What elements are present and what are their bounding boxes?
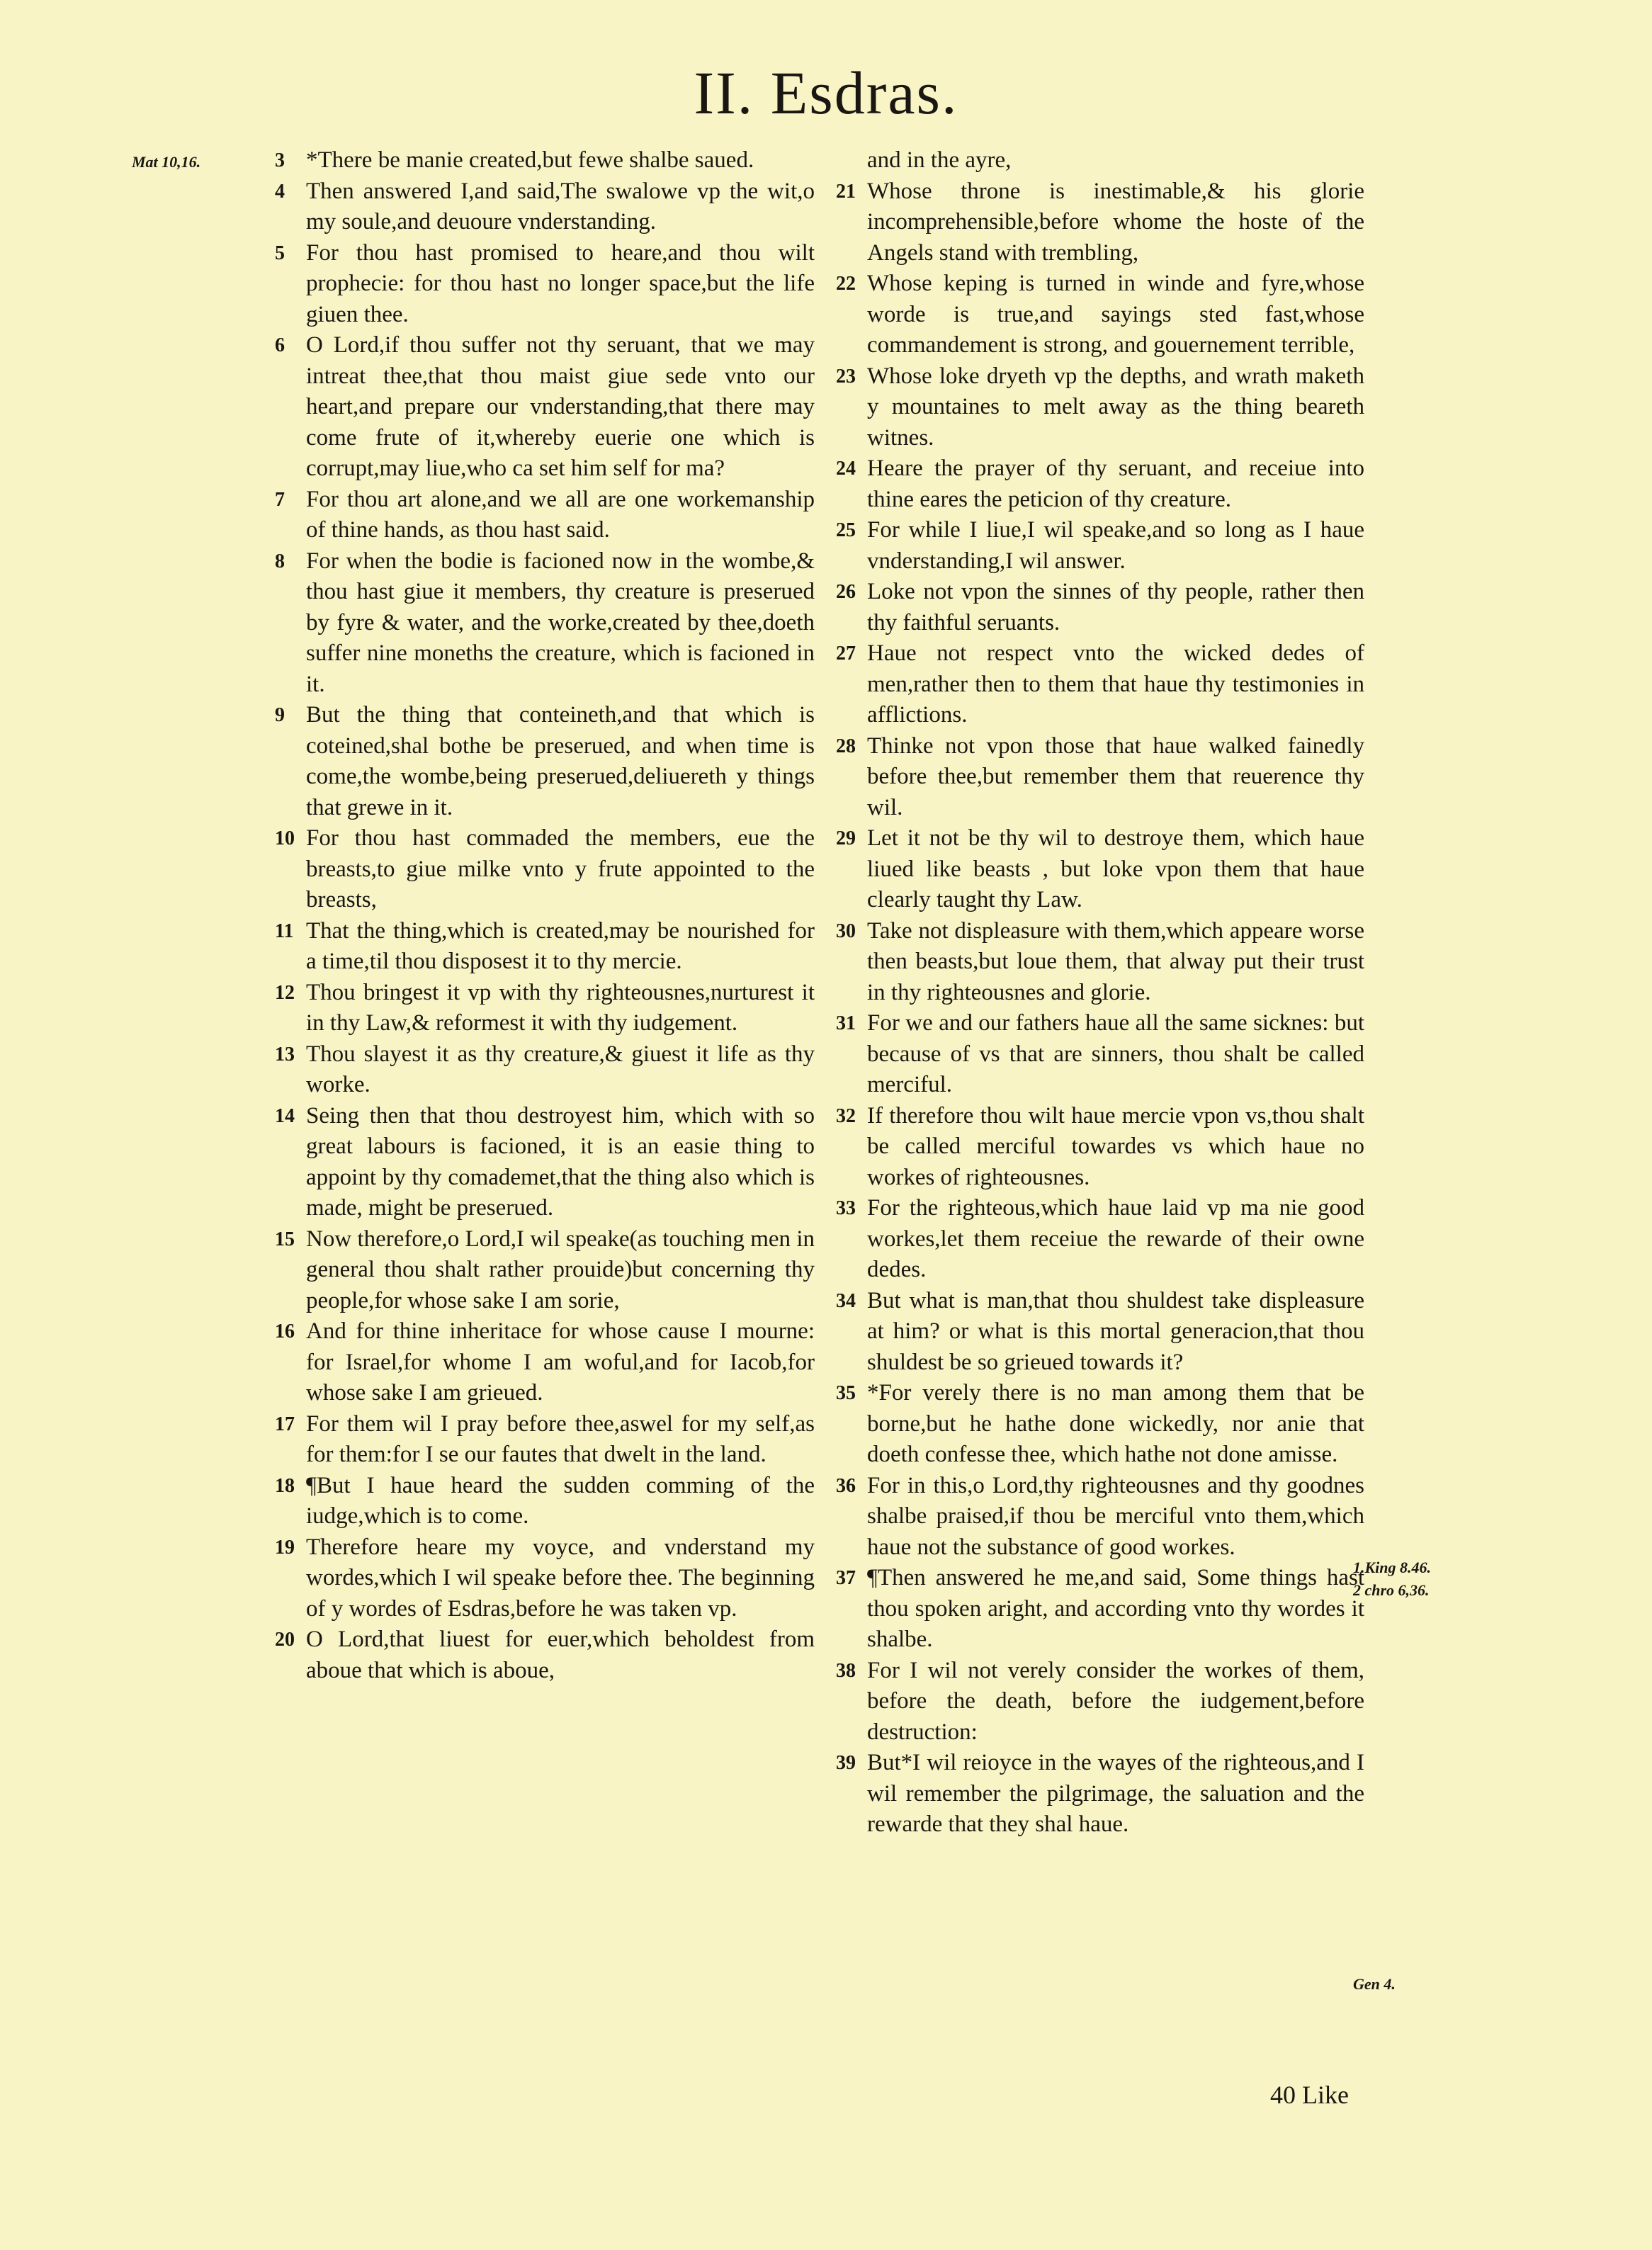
verse-number: 10 bbox=[275, 827, 295, 849]
margin-reference-matthew: Mat 10,16. bbox=[132, 153, 201, 171]
verse bbox=[275, 1624, 815, 1686]
verse-number: 27 bbox=[836, 643, 856, 665]
verse-number: 11 bbox=[275, 920, 294, 942]
verse-text: For thou art alone,and we all are one workemanship of thine hands, as thou hast said. bbox=[306, 486, 815, 543]
verse bbox=[836, 1656, 1364, 1748]
verse-text: For them wil I pray before thee,aswel for my self,as for them:for I se our fautes that dwelt in the land. bbox=[306, 1411, 815, 1467]
verse-number: 14 bbox=[275, 1104, 295, 1127]
verse bbox=[275, 546, 815, 701]
verse-text: Thinke not vpon those that haue walked fainedly before thee,but remember them that reuerence thy wil. bbox=[867, 733, 1364, 820]
verse-text: Loke not vpon the sinnes of thy people, rather then thy faithful seruants. bbox=[867, 579, 1364, 635]
verse-text: For when the bodie is facioned now in the wombe,& thou hast giue it members, thy creature is preserued by fyre & water, and the worke,created by thee,doeth suffer nine moneths the creature, which is facioned in it. bbox=[306, 548, 815, 697]
right-text-column bbox=[836, 145, 1364, 1841]
verse-text: Whose keping is turned in winde and fyre,whose worde is true,and sayings sted fast,whose commandement is strong, and gouernement terrible, bbox=[867, 271, 1364, 358]
margin-reference-chronicles: 2 chro 6,36. bbox=[1353, 1581, 1430, 1599]
verse-text: That the thing,which is created,may be nourished for a time,til thou disposest it to thy mercie. bbox=[306, 917, 815, 974]
verse-text: For I wil not verely consider the workes of them, before the death, before the iudgement,before destruction: bbox=[867, 1657, 1364, 1745]
verse bbox=[836, 1563, 1364, 1656]
verse-text: Whose loke dryeth vp the depths, and wrath maketh y mountaines to melt away as the thing beareth witnes. bbox=[867, 363, 1364, 451]
verse bbox=[275, 916, 815, 978]
verse-number: 9 bbox=[275, 704, 285, 726]
verse bbox=[836, 1008, 1364, 1101]
verse-text: Let it not be thy wil to destroye them, which haue liued like beasts , but loke vpon them that haue clearly taught thy Law. bbox=[867, 825, 1364, 912]
verse-number: 15 bbox=[275, 1228, 295, 1250]
verse bbox=[836, 1471, 1364, 1564]
verse-number: 39 bbox=[836, 1752, 856, 1774]
verse-number: 4 bbox=[275, 180, 285, 203]
verse-text: Now therefore,o Lord,I wil speake(as touching men in general thou shalt rather prouide)but concerning thy people,for whose sake I am sorie, bbox=[306, 1226, 815, 1313]
verse-text: For while I liue,I wil speake,and so long as I haue vnderstanding,I wil answer. bbox=[867, 517, 1364, 574]
verse-number: 12 bbox=[275, 981, 295, 1004]
verse-number: 29 bbox=[836, 827, 856, 849]
verse bbox=[275, 238, 815, 331]
verse-text: If therefore thou wilt haue mercie vpon vs,thou shalt be called merciful towardes vs which haue no workes of righteousnes. bbox=[867, 1102, 1364, 1190]
page-title: II. Esdras. bbox=[694, 59, 958, 127]
verse-number: 3 bbox=[275, 149, 285, 171]
verse bbox=[275, 1532, 815, 1625]
verse-text: Haue not respect vnto the wicked dedes of men,rather then to them that haue thy testimonies in afflictions. bbox=[867, 640, 1364, 728]
verse-number: 33 bbox=[836, 1197, 856, 1219]
verse-number: 8 bbox=[275, 550, 285, 572]
verse-number: 24 bbox=[836, 458, 856, 480]
verse bbox=[275, 1409, 815, 1471]
catchword: 40 Like bbox=[1270, 2081, 1349, 2109]
verse bbox=[275, 176, 815, 238]
verse bbox=[836, 453, 1364, 515]
verse-text: Whose throne is inestimable,& his glorie incomprehensible,before whome the hoste of the Angels stand with trembling, bbox=[867, 178, 1364, 266]
verse bbox=[836, 1378, 1364, 1471]
verse bbox=[836, 176, 1364, 269]
verse-text: Thou slayest it as thy creature,& giuest it life as thy worke. bbox=[306, 1041, 815, 1097]
verse-number: 35 bbox=[836, 1382, 856, 1404]
verse-text: For thou hast promised to heare,and thou wilt prophecie: for thou hast no longer space,but the life giuen thee. bbox=[306, 239, 815, 327]
verse-number: 16 bbox=[275, 1321, 295, 1342]
verse-text: For the righteous,which haue laid vp ma nie good workes,let them receiue the rewarde of their owne dedes. bbox=[867, 1195, 1364, 1282]
verse-number: 20 bbox=[275, 1629, 295, 1651]
verse-text: But*I wil reioyce in the wayes of the righteous,and I wil remember the pilgrimage, the saluation and the rewarde that they shal haue. bbox=[867, 1750, 1364, 1837]
verse-number: 17 bbox=[275, 1413, 295, 1435]
verse-number: 31 bbox=[836, 1012, 856, 1034]
verse-text: For thou hast commaded the members, eue the breasts,to giue milke vnto y frute appointed to the breasts, bbox=[306, 825, 815, 912]
verse-text: ¶Then answered he me,and said, Some things hast thou spoken aright, and according vnto thy wordes it shalbe. bbox=[867, 1565, 1364, 1652]
verse-text: And for thine inheritace for whose cause I mourne: for Israel,for whome I am woful,and for Iacob,for whose sake I am grieued. bbox=[306, 1318, 815, 1406]
verse bbox=[836, 1286, 1364, 1379]
verse bbox=[275, 1224, 815, 1317]
verse-number: 13 bbox=[275, 1043, 295, 1065]
verse bbox=[836, 1101, 1364, 1194]
verse-number: 7 bbox=[275, 488, 285, 511]
verse bbox=[836, 638, 1364, 731]
verse bbox=[836, 515, 1364, 577]
verse-text: Then answered I,and said,The swalowe vp the wit,o my soule,and deuoure vnderstanding. bbox=[306, 178, 815, 234]
verse-number: 37 bbox=[836, 1567, 856, 1589]
verse bbox=[275, 700, 815, 823]
verse bbox=[836, 1193, 1364, 1286]
verse-number: 21 bbox=[836, 180, 856, 203]
verse-text: and in the ayre, bbox=[867, 147, 1012, 173]
verse-number: 22 bbox=[836, 273, 856, 295]
verse bbox=[275, 485, 815, 546]
verse bbox=[275, 823, 815, 916]
verse-text: Therefore heare my voyce, and vnderstand my wordes,which I wil speake before thee. The beginning of y wordes of Esdras,before he was taken vp. bbox=[306, 1534, 815, 1622]
verse bbox=[836, 823, 1364, 916]
verse-text: Take not displeasure with them,which appeare worse then beasts,but loue them, that alway put their trust in thy righteousnes and glorie. bbox=[867, 917, 1364, 1005]
verse bbox=[275, 330, 815, 485]
verse-number: 34 bbox=[836, 1289, 856, 1312]
verse-text: *There be manie created,but fewe shalbe saued. bbox=[306, 147, 754, 173]
verse bbox=[836, 577, 1364, 638]
verse bbox=[275, 1039, 815, 1101]
verse bbox=[275, 1471, 815, 1532]
verse-number: 36 bbox=[836, 1474, 856, 1497]
verse-number: 26 bbox=[836, 581, 856, 603]
verse-number: 28 bbox=[836, 735, 856, 757]
verse bbox=[836, 361, 1364, 454]
verse-number: 38 bbox=[836, 1659, 856, 1682]
verse-text: For in this,o Lord,thy righteousnes and thy goodnes shalbe praised,if thou be merciful vnto them,which haue not the substance of good workes. bbox=[867, 1472, 1364, 1560]
verse-text: *For verely there is no man among them that be borne,but he hathe done wickedly, nor anie that doeth confesse thee, which hathe not done amisse. bbox=[867, 1380, 1364, 1467]
verse bbox=[836, 268, 1364, 361]
verse-number: 5 bbox=[275, 242, 285, 264]
verse-text: But what is man,that thou shuldest take displeasure at him? or what is this mortal generacion,that thou shuldest be so grieued towards it? bbox=[867, 1287, 1364, 1375]
margin-reference-kings: 1.King 8.46. bbox=[1353, 1559, 1432, 1576]
verse-number: 25 bbox=[836, 519, 856, 541]
verse-text: ¶But I haue heard the sudden comming of the iudge,which is to come. bbox=[306, 1472, 815, 1529]
verse-text: But the thing that conteineth,and that which is coteined,shal bothe be preserued, and when time is come,the wombe,being preserued,deliuereth y things that grewe in it. bbox=[306, 702, 815, 820]
verse bbox=[275, 1101, 815, 1224]
verse bbox=[836, 731, 1364, 824]
verse bbox=[275, 145, 815, 176]
verse-text: O Lord,if thou suffer not thy seruant, that we may intreat thee,that thou maist giue sede vnto our heart,and prepare our vnderstanding,that there may come frute of it,whereby euerie one which is corrupt,may liue,who ca set him self for ma? bbox=[306, 332, 815, 481]
verse-number: 19 bbox=[275, 1536, 295, 1559]
verse-text: For we and our fathers haue all the same sicknes: but because of vs that are sinners, thou shalt be called merciful. bbox=[867, 1010, 1364, 1097]
verse-text: Heare the prayer of thy seruant, and receiue into thine eares the peticion of thy creature. bbox=[867, 456, 1364, 512]
verse bbox=[836, 145, 1364, 176]
verse bbox=[275, 978, 815, 1039]
verse-number: 32 bbox=[836, 1104, 856, 1127]
verse-number: 18 bbox=[275, 1474, 295, 1497]
verse-number: 30 bbox=[836, 920, 856, 942]
verse-text: O Lord,that liuest for euer,which beholdest from aboue that which is aboue, bbox=[306, 1627, 815, 1683]
verse-text: Thou bringest it vp with thy righteousnes,nurturest it in thy Law,& reformest it with thy iudgement. bbox=[306, 979, 815, 1036]
verse-number: 23 bbox=[836, 365, 856, 388]
left-text-column bbox=[275, 145, 815, 1686]
margin-reference-genesis: Gen 4. bbox=[1353, 1975, 1396, 1993]
verse bbox=[275, 1316, 815, 1409]
verse-text: Seing then that thou destroyest him, which with so great labours is facioned, it is an easie thing to appoint by thy comademet,that the thing also which is made, might be preserued. bbox=[306, 1102, 815, 1221]
verse bbox=[836, 1748, 1364, 1841]
verse bbox=[836, 916, 1364, 1009]
verse-number: 6 bbox=[275, 334, 285, 356]
